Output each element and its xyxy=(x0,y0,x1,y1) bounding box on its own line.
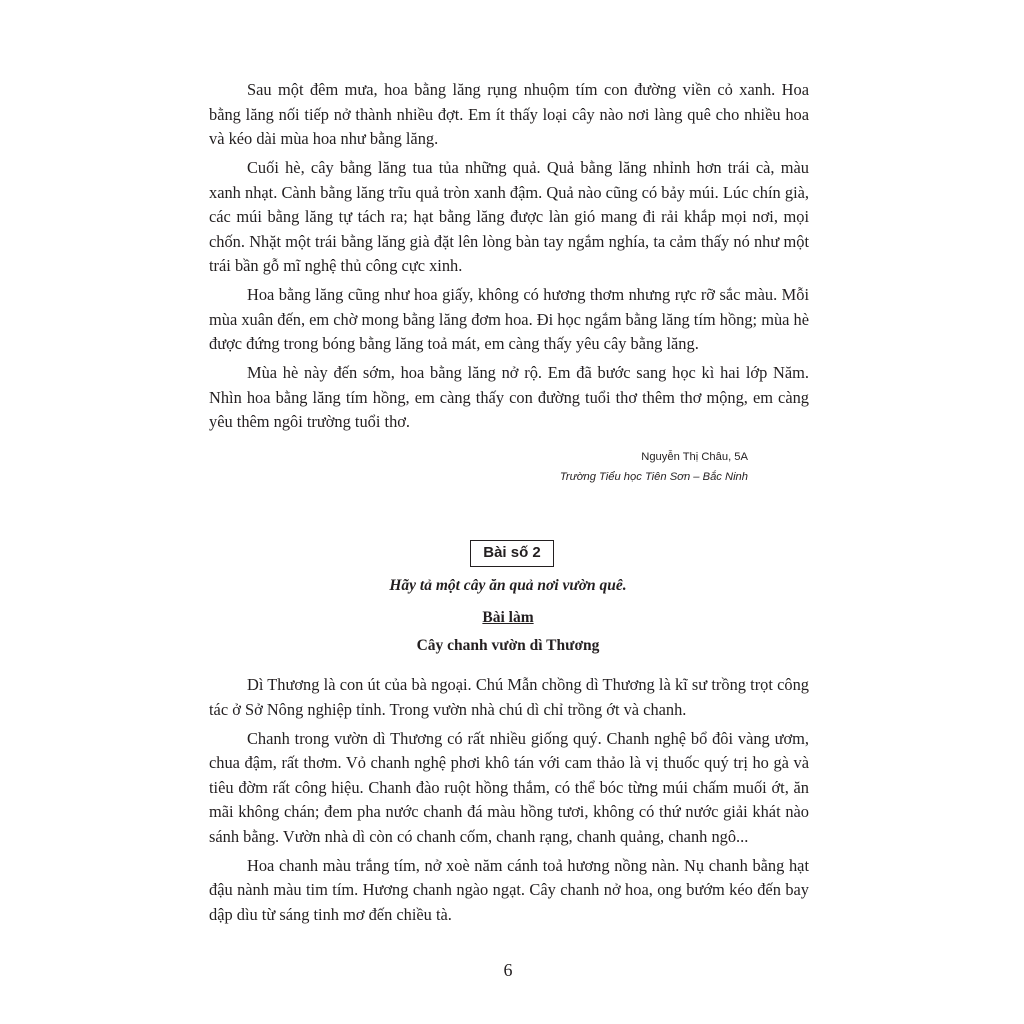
page-number: 6 xyxy=(503,960,513,980)
paragraph: Hoa chanh màu trắng tím, nở xoè năm cánh toả hương nồng nàn. Nụ chanh bằng hạt đậu nành màu tim tím. Hương chanh ngào ngạt. Cây chanh nở hoa, ong bướm kéo đến bay dập dìu từ sáng tinh mơ đến chiều tà. xyxy=(209,855,809,924)
author-signature: Nguyễn Thị Châu, 5A xyxy=(641,451,748,463)
school-signature: Trường Tiểu học Tiên Sơn – Bắc Ninh xyxy=(559,471,748,483)
paragraph: Cuối hè, cây bằng lăng tua tủa những quả. Quả bằng lăng nhỉnh hơn trái cà, màu xanh nhạt. Cành bằng lăng trĩu quả tròn xanh đậm. Quả nào cũng có bảy múi. Lúc chín già, các múi bằng lăng tự tách ra; hạt bằng lăng được làn gió mang đi rải khắp mọi nơi, mọi chốn. Nhặt một trái bằng lăng già đặt lên lòng bàn tay ngắm nghía, ta cảm thấy nó như một trái bần gỗ mĩ nghệ thủ công cực xinh. xyxy=(209,158,809,275)
section-title-box: Bài số 2 xyxy=(470,540,554,567)
section-heading xyxy=(0,540,1024,567)
assignment-prompt: Hãy tả một cây ăn quả nơi vườn quê. xyxy=(389,577,627,594)
essay-text-column xyxy=(209,673,809,932)
essay-title: Cây chanh vườn dì Thương xyxy=(416,637,600,654)
top-text-column xyxy=(209,78,809,439)
paragraph: Dì Thương là con út của bà ngoại. Chú Mẫn chồng dì Thương là kĩ sư trồng trọt công tác ở Sở Nông nghiệp tỉnh. Trong vườn nhà chú dì chỉ trồng ớt và chanh. xyxy=(209,675,809,719)
paragraph: Mùa hè này đến sớm, hoa bằng lăng nở rộ. Em đã bước sang học kì hai lớp Năm. Nhìn hoa bằng lăng tím hồng, em càng thấy con đường tuổi thơ thêm thơ mộng, em càng yêu thêm ngôi trường tuổi thơ. xyxy=(209,363,809,431)
answer-label: Bài làm xyxy=(482,609,534,626)
paragraph: Hoa bằng lăng cũng như hoa giấy, không có hương thơm nhưng rực rỡ sắc màu. Mỗi mùa xuân đến, em chờ mong bằng lăng đơm hoa. Đi học ngắm bằng lăng tím hồng; mùa hè được đứng trong bóng bằng lăng toả mát, em càng thấy yêu cây bằng lăng. xyxy=(209,285,809,353)
paragraph: Chanh trong vườn dì Thương có rất nhiều giống quý. Chanh nghệ bổ đôi vàng ươm, chua đậm, rất thơm. Vỏ chanh nghệ phơi khô tán với cam thảo là vị thuốc quý trị ho gà và tiêu đờm rất công hiệu. Chanh đào ruột hồng thắm, có thể bóc từng múi chấm muối ớt, ăn mãi không chán; đem pha nước chanh đá màu hồng tươi, không có thứ nước giải khát nào sánh bằng. Vườn nhà dì còn có chanh cốm, chanh rạng, chanh quảng, chanh ngô... xyxy=(209,728,809,846)
paragraph: Sau một đêm mưa, hoa bằng lăng rụng nhuộm tím con đường viền cỏ xanh. Hoa bằng lăng nối tiếp nở thành nhiều đợt. Em ít thấy loại cây nào nơi làng quê cho nhiều hoa và kéo dài mùa hoa như bằng lăng. xyxy=(209,80,809,148)
